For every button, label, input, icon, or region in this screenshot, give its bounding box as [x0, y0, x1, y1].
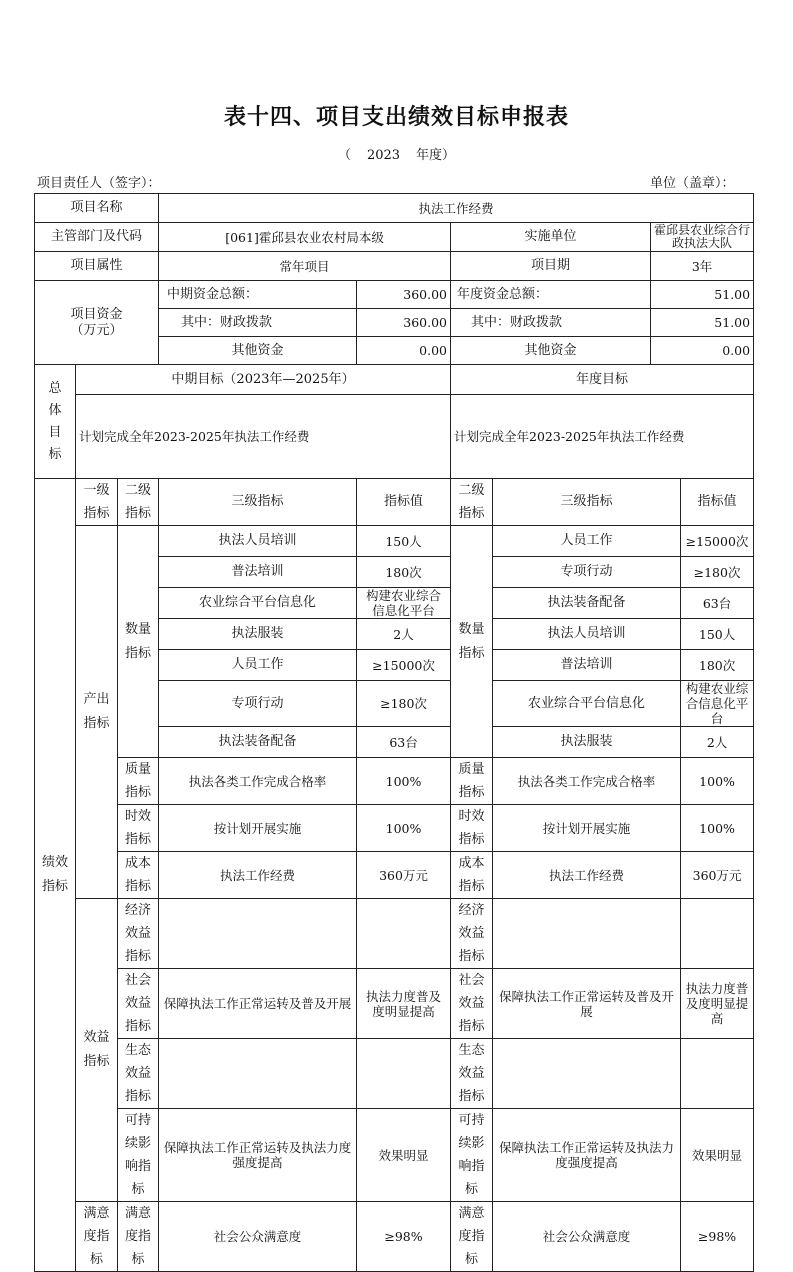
l2-label — [118, 1039, 159, 1109]
indicator-name: 执法工作经费 — [159, 852, 357, 899]
fund-mid-value: 360.00 — [357, 281, 451, 309]
indicator-name: 执法各类工作完成合格率 — [159, 758, 357, 805]
l2-label-right — [451, 1202, 493, 1272]
l2-label-right — [451, 969, 493, 1039]
indicator-name-right: 执法各类工作完成合格率 — [493, 758, 681, 805]
indicator-value-right: 效果明显 — [681, 1109, 754, 1202]
indicator-name-right: 执法人员培训 — [493, 619, 681, 650]
indicator-name-right: 专项行动 — [493, 557, 681, 588]
indicator-name-right: 保障执法工作正常运转及执法力度强度提高 — [493, 1109, 681, 1202]
l2-label-right — [451, 852, 493, 899]
indicator-value — [357, 899, 451, 969]
indicator-name-right: 执法服装 — [493, 727, 681, 758]
header-value-right: 指标值 — [681, 479, 754, 526]
indicator-name: 保障执法工作正常运转及普及开展 — [159, 969, 357, 1039]
project-name-label: 项目名称 — [35, 194, 159, 223]
fund-year-label: 年度资金总额： — [451, 281, 651, 309]
indicator-name-right: 保障执法工作正常运转及普及开展 — [493, 969, 681, 1039]
indicator-value: 构建农业综合信息化平台 — [357, 588, 451, 619]
mid-goal-header: 中期目标（2023年—2025年） — [76, 365, 451, 395]
l2-label-right-text: 成本指标 — [458, 856, 485, 894]
year-suffix: 年度） — [416, 148, 456, 163]
output-label — [76, 526, 118, 899]
year-goal-header: 年度目标 — [451, 365, 754, 395]
indicator-name-right: 人员工作 — [493, 526, 681, 557]
fund-year-label: 其中：财政拨款 — [451, 309, 651, 337]
l2-label-text: 可持续影响指标 — [124, 1113, 151, 1197]
indicator-name-right: 农业综合平台信息化 — [493, 681, 681, 727]
fund-mid-label: 中期资金总额： — [159, 281, 357, 309]
indicator-name-right — [493, 1039, 681, 1109]
header-l1-text: 一级指标 — [83, 483, 110, 521]
indicator-name: 农业综合平台信息化 — [159, 588, 357, 619]
indicator-value — [357, 1039, 451, 1109]
fund-mid-label: 其他资金 — [159, 337, 357, 365]
indicator-value-right: ≥180次 — [681, 557, 754, 588]
responsible-label: 项目责任人（签字）： — [37, 176, 161, 191]
indicator-name: 专项行动 — [159, 681, 357, 727]
indicator-name: 普法培训 — [159, 557, 357, 588]
indicator-name — [159, 899, 357, 969]
indicator-name: 保障执法工作正常运转及执法力度强度提高 — [159, 1109, 357, 1202]
l2-label-right — [451, 899, 493, 969]
quantity-label — [118, 526, 159, 758]
quantity-label-text: 数量指标 — [124, 621, 151, 661]
indicator-name: 按计划开展实施 — [159, 805, 357, 852]
header-l2-right — [451, 479, 493, 526]
indicator-value: 100% — [357, 805, 451, 852]
unit-seal-label: 单位（盖章）： — [650, 176, 735, 191]
perf-label-text: 绩效指标 — [41, 855, 68, 894]
attr-value: 常年项目 — [159, 252, 451, 281]
year-value: 2023 — [366, 148, 401, 163]
indicator-name: 执法人员培训 — [159, 526, 357, 557]
quantity-label-right — [451, 526, 493, 758]
l2-label-right-text: 质量指标 — [458, 762, 485, 800]
indicator-value: 360万元 — [357, 852, 451, 899]
l2-label-right — [451, 758, 493, 805]
indicator-value: 63台 — [357, 727, 451, 758]
header-l2 — [118, 479, 159, 526]
impl-label: 实施单位 — [451, 223, 651, 252]
l2-label-text: 质量指标 — [124, 762, 151, 800]
indicator-value-right — [681, 899, 754, 969]
l2-label — [118, 758, 159, 805]
indicator-value-right: 2人 — [681, 727, 754, 758]
page-title: 表十四、项目支出绩效目标申报表 — [223, 104, 569, 130]
fund-mid-value: 0.00 — [357, 337, 451, 365]
indicator-value: 执法力度普及度明显提高 — [357, 969, 451, 1039]
year-line — [0, 144, 793, 163]
l2-label-right-text: 时效指标 — [458, 809, 485, 847]
indicator-value-right: 100% — [681, 758, 754, 805]
l2-label-text: 满意度指标 — [124, 1206, 151, 1267]
indicator-value-right: 63台 — [681, 588, 754, 619]
indicator-value-right: 180次 — [681, 650, 754, 681]
header-l1 — [76, 479, 118, 526]
header-l3: 三级指标 — [159, 479, 357, 526]
performance-table — [34, 193, 754, 1272]
indicator-value-right: 执法力度普及度明显提高 — [681, 969, 754, 1039]
satisfaction-label — [76, 1202, 118, 1272]
l2-label — [118, 805, 159, 852]
header-l2-text: 二级指标 — [124, 483, 151, 521]
indicator-value-right: 150人 — [681, 619, 754, 650]
output-label-text: 产出指标 — [83, 692, 110, 731]
paren: （ — [337, 148, 351, 163]
indicator-name-right: 社会公众满意度 — [493, 1202, 681, 1272]
period-value: 3年 — [651, 252, 754, 281]
indicator-value-right: ≥15000次 — [681, 526, 754, 557]
l2-label-right-text: 可持续影响指标 — [458, 1113, 485, 1197]
indicator-name: 人员工作 — [159, 650, 357, 681]
l2-label-right — [451, 1109, 493, 1202]
satisfaction-label-text: 满意度指标 — [83, 1206, 110, 1267]
indicator-value: 2人 — [357, 619, 451, 650]
l2-label-right-text: 满意度指标 — [458, 1206, 485, 1267]
goals-label — [35, 365, 76, 479]
indicator-value-right: ≥98% — [681, 1202, 754, 1272]
l2-label — [118, 852, 159, 899]
fund-year-value: 51.00 — [651, 281, 754, 309]
l2-label-text: 生态效益指标 — [124, 1043, 151, 1104]
l2-label-text: 时效指标 — [124, 809, 151, 847]
l2-label-text: 社会效益指标 — [124, 973, 151, 1034]
l2-label-right-text: 经济效益指标 — [458, 903, 485, 964]
l2-label — [118, 1109, 159, 1202]
l2-label-right — [451, 1039, 493, 1109]
perf-label — [35, 479, 76, 1272]
indicator-value-right: 360万元 — [681, 852, 754, 899]
indicator-value-right: 构建农业综合信息化平台 — [681, 681, 754, 727]
indicator-value: 180次 — [357, 557, 451, 588]
goals-label-text: 总体目标 — [48, 380, 62, 462]
fund-year-value: 0.00 — [651, 337, 754, 365]
indicator-value: ≥15000次 — [357, 650, 451, 681]
indicator-name: 社会公众满意度 — [159, 1202, 357, 1272]
l2-label-right-text: 生态效益指标 — [458, 1043, 485, 1104]
benefit-label-text: 效益指标 — [83, 1030, 110, 1069]
indicator-name-right: 执法装备配备 — [493, 588, 681, 619]
impl-value: 霍邱县农业综合行政执法大队 — [651, 223, 754, 252]
indicator-name-right: 按计划开展实施 — [493, 805, 681, 852]
fund-year-label: 其他资金 — [451, 337, 651, 365]
indicator-name — [159, 1039, 357, 1109]
l2-label-text: 经济效益指标 — [124, 903, 151, 964]
dept-label: 主管部门及代码 — [35, 223, 159, 252]
quantity-label-right-text: 数量指标 — [458, 621, 485, 661]
period-label: 项目期 — [451, 252, 651, 281]
indicator-value: 150人 — [357, 526, 451, 557]
l2-label — [118, 1202, 159, 1272]
fund-label-text: 项目资金（万元） — [70, 306, 123, 338]
indicator-value: ≥98% — [357, 1202, 451, 1272]
mid-goal-text: 计划完成全年2023-2025年执法工作经费 — [76, 395, 451, 479]
fund-label — [35, 281, 159, 365]
indicator-value: 100% — [357, 758, 451, 805]
year-goal-text: 计划完成全年2023-2025年执法工作经费 — [451, 395, 754, 479]
fund-mid-label: 其中：财政拨款 — [159, 309, 357, 337]
indicator-value: ≥180次 — [357, 681, 451, 727]
l2-label-right-text: 社会效益指标 — [458, 973, 485, 1034]
dept-value: [061]霍邱县农业农村局本级 — [159, 223, 451, 252]
indicator-name-right: 执法工作经费 — [493, 852, 681, 899]
indicator-value: 效果明显 — [357, 1109, 451, 1202]
indicator-name-right: 普法培训 — [493, 650, 681, 681]
fund-year-value: 51.00 — [651, 309, 754, 337]
fund-mid-value: 360.00 — [357, 309, 451, 337]
l2-label-right — [451, 805, 493, 852]
header-value: 指标值 — [357, 479, 451, 526]
attr-label: 项目属性 — [35, 252, 159, 281]
header-l3-right: 三级指标 — [493, 479, 681, 526]
l2-label-text: 成本指标 — [124, 856, 151, 894]
indicator-name: 执法装备配备 — [159, 727, 357, 758]
indicator-value-right: 100% — [681, 805, 754, 852]
l2-label — [118, 969, 159, 1039]
indicator-name-right — [493, 899, 681, 969]
benefit-label — [76, 899, 118, 1202]
project-name-value: 执法工作经费 — [159, 194, 754, 223]
l2-label — [118, 899, 159, 969]
header-l2-right-text: 二级指标 — [458, 483, 485, 521]
indicator-value-right — [681, 1039, 754, 1109]
indicator-name: 执法服装 — [159, 619, 357, 650]
